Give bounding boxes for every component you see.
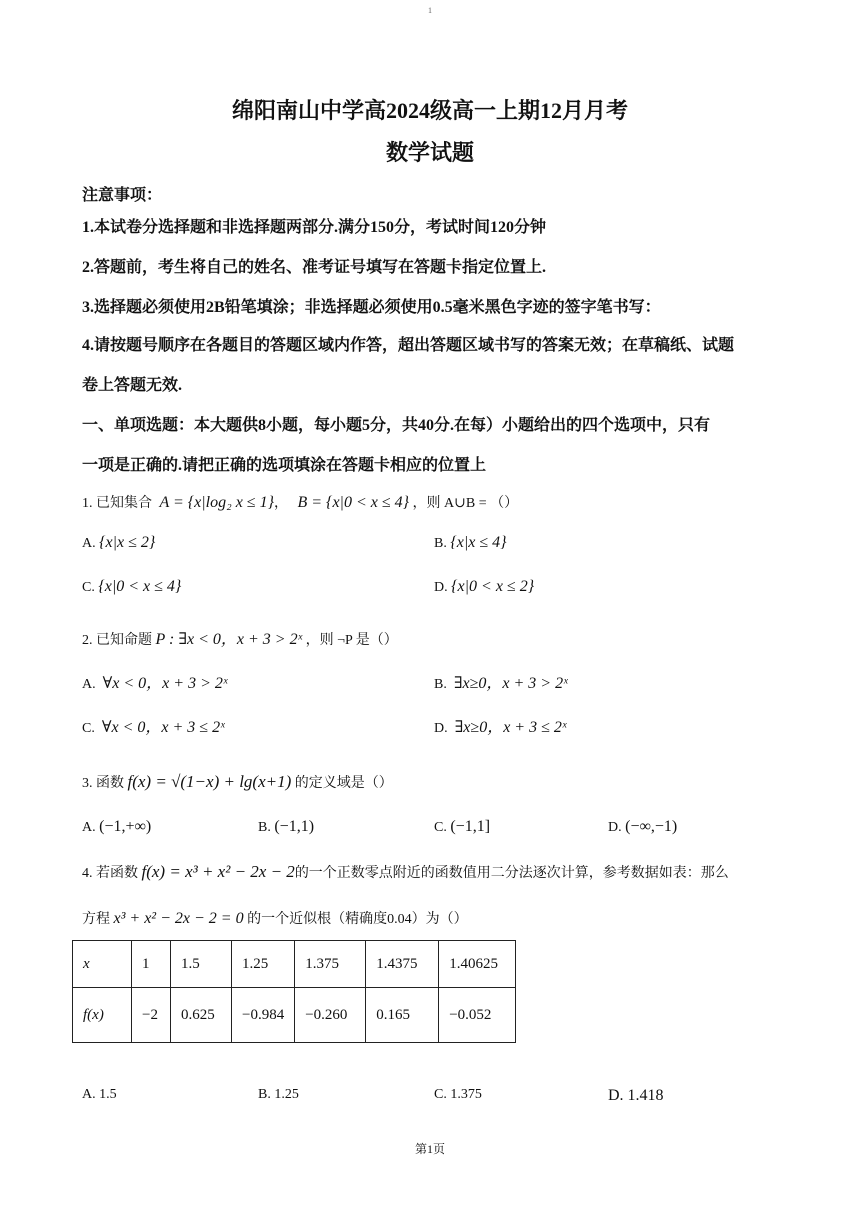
q1-option-b-text: {x|x ≤ 4} [450, 534, 507, 551]
exam-title: 绵阳南山中学高2024级高一上期12月月考 [231, 98, 628, 123]
notice-item-4-cont: 卷上答题无效. [82, 377, 183, 394]
question-4-line2 [82, 908, 468, 928]
table-cell: 0.625 [171, 988, 232, 1043]
notice-item-4: 4.请按题号顺序在各题目的答题区域内作答，超出答题区域书写的答案无效；在草稿纸、试题 [82, 337, 735, 354]
q2-option-c-text: ∀x < 0，x + 3 ≤ 2ˣ [101, 719, 225, 736]
question-4-equation: x³ + x² − 2x − 2 = 0 [113, 910, 244, 927]
table-cell: 1.375 [295, 941, 366, 988]
question-1-set-b: B = {x|0 < x ≤ 4} [297, 494, 410, 511]
q3-option-a[interactable]: A. (−1,+∞) [82, 818, 152, 835]
q2-option-b[interactable]: B. ∃x≥0，x + 3 > 2ˣ [434, 675, 568, 692]
section-heading-line1: 一、单项选题：本大题供8小题，每小题5分，共40分.在每）小题给出的四个选项中，只有 [82, 417, 711, 434]
table-row-x [73, 941, 516, 988]
question-4-text: 的一个正数零点附近的函数值用二分法逐次计算，参考数据如表：那么 [294, 866, 729, 881]
q3-option-a-text: (−1,+∞) [99, 818, 152, 835]
q1-option-b[interactable]: B. {x|x ≤ 4} [434, 534, 507, 551]
q2-option-a[interactable]: A. ∀x < 0，x + 3 > 2ˣ [82, 675, 228, 692]
question-1-prefix: 1. 已知集合 [82, 496, 152, 511]
q1-option-c-text: {x|0 < x ≤ 4} [98, 578, 182, 595]
q4-option-c[interactable]: C. 1.375 [434, 1087, 482, 1102]
q3-option-d-text: (−∞,−1) [625, 818, 678, 835]
question-1-set-a: A = {x|log₂ x ≤ 1} [159, 494, 274, 511]
q3-option-b[interactable]: B. (−1,1) [258, 818, 315, 835]
question-3 [82, 772, 393, 792]
question-2-prefix: 2. 已知命题 [82, 633, 152, 648]
q2-option-d-text: ∃x≥0，x + 3 ≤ 2ˣ [454, 719, 567, 736]
notice-item-2: 2.答题前，考生将自己的姓名、准考证号填写在答题卡指定位置上. [82, 259, 547, 276]
q1-option-a[interactable]: A. {x|x ≤ 2} [82, 534, 156, 551]
page-top-mark: 1 [428, 6, 432, 15]
table-cell: −0.052 [439, 988, 516, 1043]
table-cell: −0.260 [295, 988, 366, 1043]
q3-option-b-text: (−1,1) [274, 818, 315, 835]
notice-heading: 注意事项： [82, 187, 163, 204]
q1-option-c[interactable]: C. {x|0 < x ≤ 4} [82, 578, 182, 595]
table-cell: 1.40625 [439, 941, 516, 988]
table-cell: 1.4375 [366, 941, 439, 988]
table-cell: 0.165 [366, 988, 439, 1043]
question-1: 1. 已知集合 A = {x|log₂ x ≤ 1}， B = {x|0 < x ≤ 4} ，则 A∪B = （） [82, 494, 519, 511]
notice-item-3: 3.选择题必须使用2B铅笔填涂；非选择题必须使用0.5毫米黑色字迹的签字笔书写： [82, 299, 661, 316]
table-cell: 1.25 [232, 941, 295, 988]
question-1-ask: ，则 A∪B = （） [412, 496, 519, 511]
page-number: 第1页 [414, 1142, 445, 1156]
table-cell: −2 [132, 988, 171, 1043]
question-3-prefix: 3. 函数 [82, 776, 124, 791]
q2-option-b-text: ∃x≥0，x + 3 > 2ˣ [453, 675, 568, 692]
q4-option-d[interactable]: D. 1.418 [608, 1087, 664, 1104]
bisection-table [72, 940, 516, 1043]
table-cell: x [73, 941, 132, 988]
question-2-proposition: P : ∃x < 0，x + 3 > 2ˣ [155, 631, 303, 648]
q3-option-d[interactable]: D. (−∞,−1) [608, 818, 678, 835]
question-4-line1 [82, 862, 729, 882]
q4-option-b[interactable]: B. 1.25 [258, 1087, 299, 1102]
question-4-prefix: 4. 若函数 [82, 866, 138, 881]
q1-option-d-text: {x|0 < x ≤ 2} [451, 578, 535, 595]
question-3-ask: 的定义域是（） [294, 776, 393, 791]
table-cell: 1.5 [171, 941, 232, 988]
q1-option-d[interactable]: D. {x|0 < x ≤ 2} [434, 578, 535, 595]
table-cell: f(x) [73, 988, 132, 1043]
q2-option-a-text: ∀x < 0，x + 3 > 2ˣ [102, 675, 228, 692]
exam-subtitle: 数学试题 [385, 140, 474, 165]
q2-option-c[interactable]: C. ∀x < 0，x + 3 ≤ 2ˣ [82, 719, 225, 736]
table-cell: −0.984 [232, 988, 295, 1043]
q1-option-a-text: {x|x ≤ 2} [99, 534, 156, 551]
q3-option-c-text: (−1,1] [450, 818, 491, 835]
question-4-line2-prefix: 方程 [82, 912, 110, 927]
question-4-line2-suffix: 的一个近似根（精确度0.04）为（） [247, 912, 468, 927]
notice-item-1: 1.本试卷分选择题和非选择题两部分.满分150分，考试时间120分钟 [82, 219, 547, 236]
question-3-function: f(x) = √(1−x) + lg(x+1) [127, 772, 292, 791]
question-2 [82, 626, 398, 649]
table-row-fx [73, 988, 516, 1043]
question-4-function: f(x) = x³ + x² − 2x − 2 [141, 862, 295, 881]
question-2-ask: ，则 ¬P 是（） [305, 633, 398, 648]
section-heading-line2: 一项是正确的.请把正确的选项填涂在答题卡相应的位置上 [82, 457, 487, 474]
table-cell: 1 [132, 941, 171, 988]
q3-option-c[interactable]: C. (−1,1] [434, 818, 491, 835]
q4-option-a[interactable]: A. 1.5 [82, 1087, 117, 1102]
q2-option-d[interactable]: D. ∃x≥0，x + 3 ≤ 2ˣ [434, 719, 567, 736]
